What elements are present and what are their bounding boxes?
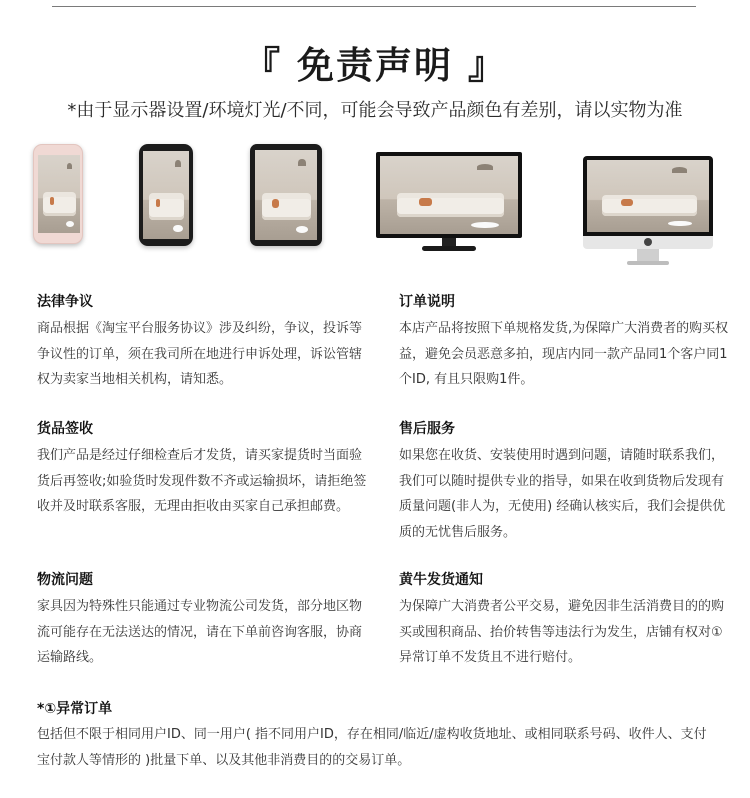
section-heading: 货品签收 [37,421,93,437]
section-legal-dispute [37,290,367,393]
section-body: 如果您在收货、安装使用时遇到问题，请随时联系我们，我们可以随时提供专业的指导，如果在收到货物后发现有质量问题(非人为，无使用) 经确认核实后，我们会提供优质的无忧售后服务。 [399,448,726,540]
phone-black-image [139,144,193,246]
desktop-monitor-image [583,156,713,266]
section-body: 为保障广大消费者公平交易，避免因非生活消费目的的购买或囤积商品、抬价转售等违法行为发生，店铺有权对①异常订单不发货且不进行赔付。 [399,599,725,665]
tv-image [376,152,522,257]
section-body: 商品根据《淘宝平台服务协议》涉及纠纷，争议，投诉等争议性的订单，须在我司所在地进行申诉处理，诉讼管辖权为卖家当地相关机构，请知悉。 [37,321,363,387]
section-heading: *①异常订单 [37,701,113,717]
apple-logo-icon [644,238,652,246]
section-heading: 售后服务 [399,421,455,437]
tablet-black-image [250,144,322,246]
section-heading: 法律争议 [37,294,93,310]
section-goods-receipt [37,417,367,520]
device-illustrations [0,140,750,275]
section-body: 家具因为特殊性只能通过专业物流公司发货，部分地区物流可能存在无法送达的情况，请在下单前咨询客服，协商运输路线。 [37,599,363,665]
section-body: 包括但不限于相同用户ID、同一用户( 指不同用户ID，存在相同/临近/虚构收货地址、或相同联系号码、收件人、支付宝付款人等情形的 )批量下单、以及其他非消费目的的交易订单。 [37,727,707,768]
top-divider [52,6,696,7]
section-scalper-notice [399,568,729,671]
section-heading: 订单说明 [399,294,455,310]
section-after-sales [399,417,729,545]
section-heading: 黄牛发货通知 [399,572,483,588]
section-order-notes [399,290,729,393]
section-body: 本店产品将按照下单规格发货,为保障广大消费者的购买权益，避免会员恶意多拍，现店内同一款产品同1个客户同1个ID, 有且只限购1件。 [399,321,729,387]
color-disclaimer-subtitle: *由于显示器设置/环境灯光/不同，可能会导致产品颜色有差别，请以实物为准 [67,100,683,121]
section-logistics [37,568,367,671]
page-title: 『 免责声明 』 [243,44,507,87]
section-heading: 物流问题 [37,572,93,588]
section-abnormal-order [37,697,717,773]
section-body: 我们产品是经过仔细检查后才发货，请买家提货时当面验货后再签收;如验货时发现件数不齐或运输损坏，请拒绝签收并及时联系客服，无理由拒收由买家自己承担邮费。 [37,448,367,514]
phone-rose-image [33,144,83,244]
